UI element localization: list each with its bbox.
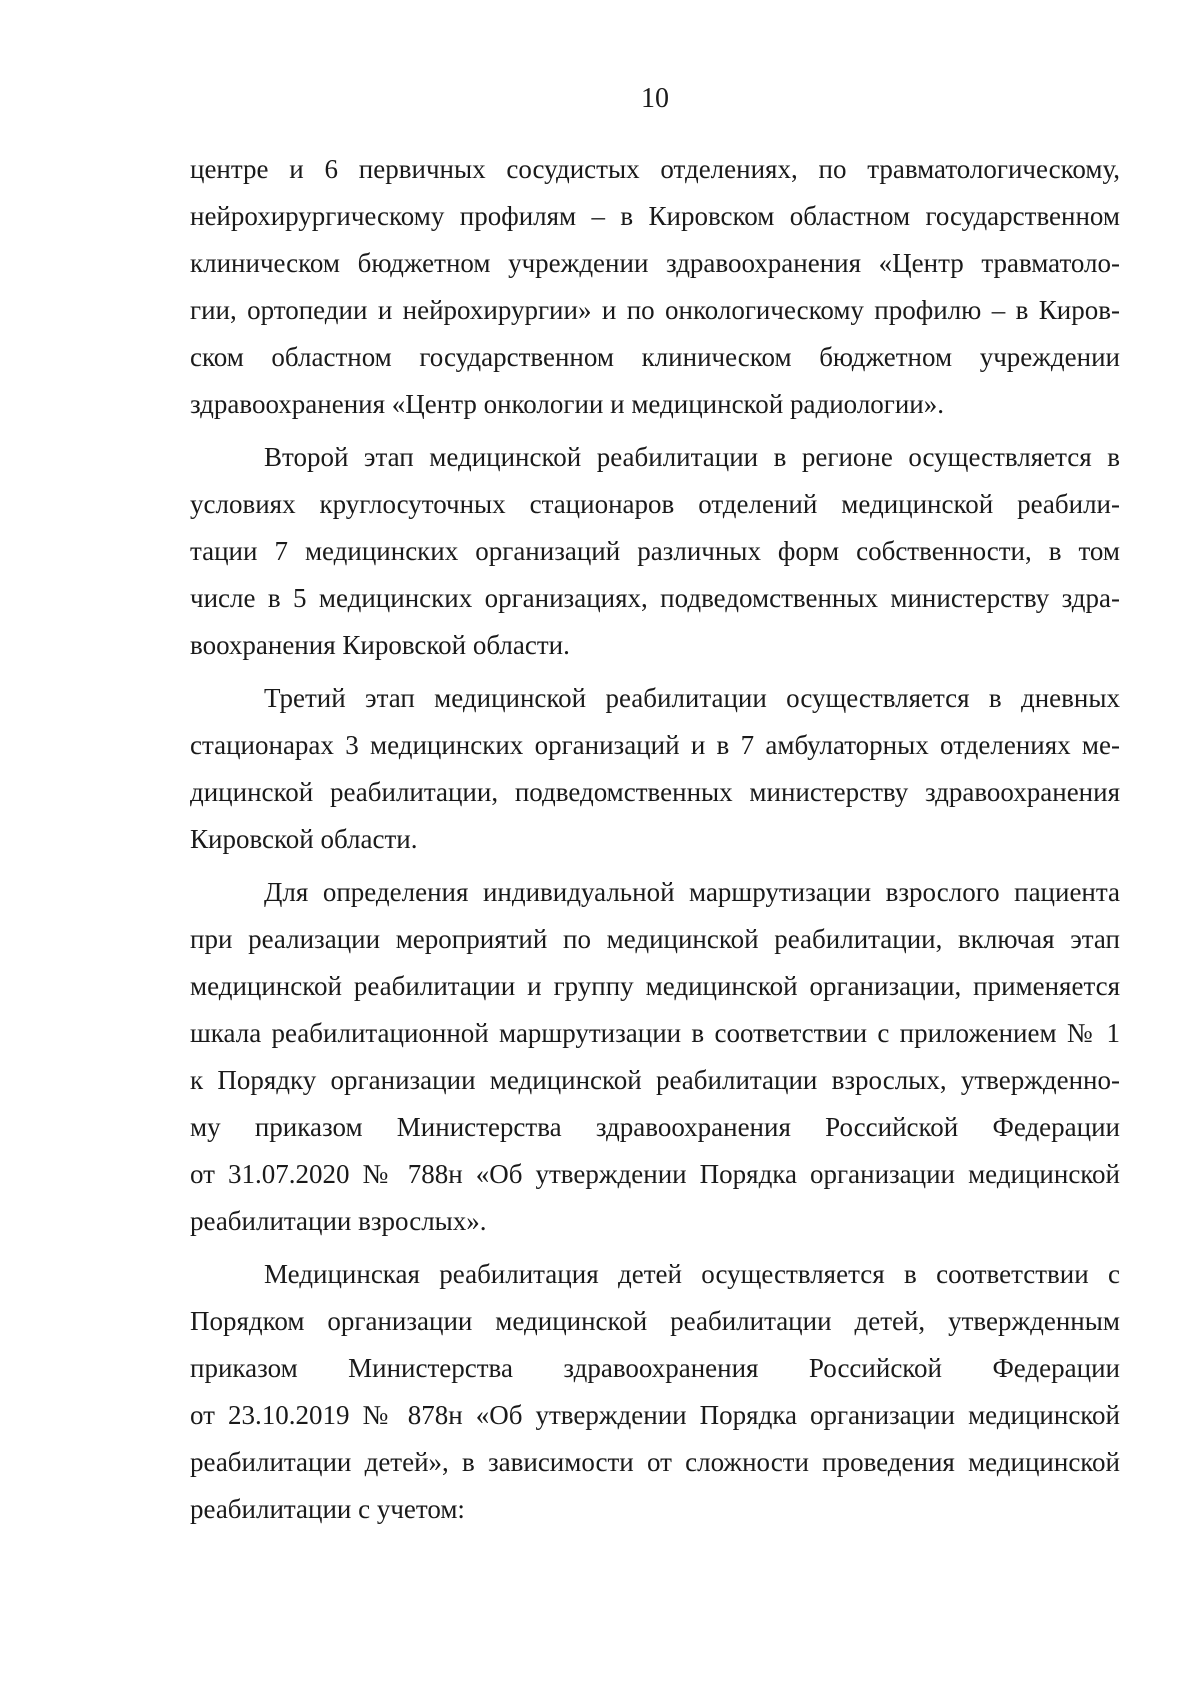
text-line: шкала реабилитационной маршрутизации в соответствии с приложением № 1 [190,1018,1120,1048]
text-line: центре и 6 первичных сосудистых отделениях, по травматологическому, [190,154,1120,184]
text-line: клиническом бюджетном учреждении здравоохранения «Центр травматоло- [190,248,1120,278]
paragraph-1 [190,146,1120,428]
paragraph-2 [190,434,1120,669]
text-line: дицинской реабилитации, подведомственных министерству здравоохранения [190,777,1120,807]
paragraph-5 [190,1251,1120,1533]
text-line: гии, ортопедии и нейрохирургии» и по онкологическому профилю – в Киров- [190,295,1120,325]
text-line: от 23.10.2019 № 878н «Об утверждении Порядка организации медицинской [190,1400,1120,1430]
text-line: ском областном государственном клиническом бюджетном учреждении [190,342,1120,372]
text-line: тации 7 медицинских организаций различных форм собственности, в том [190,536,1120,566]
text-line: медицинской реабилитации и группу медицинской организации, применяется [190,971,1120,1001]
text-line: Для определения индивидуальной маршрутизации взрослого пациента [264,877,1120,907]
text-line: Третий этап медицинской реабилитации осуществляется в дневных [264,683,1120,713]
text-line: Кировской области. [190,824,418,854]
text-line: условиях круглосуточных стационаров отделений медицинской реабили- [190,489,1120,519]
text-line: здравоохранения «Центр онкологии и медицинской радиологии». [190,389,945,419]
page-number: 10 [641,83,669,114]
text-line: реабилитации с учетом: [190,1494,465,1524]
document-body [190,146,1120,1533]
text-line: воохранения Кировской области. [190,630,570,660]
paragraph-4 [190,869,1120,1245]
text-line: при реализации мероприятий по медицинской реабилитации, включая этап [190,924,1120,954]
text-line: му приказом Министерства здравоохранения Российской Федерации [190,1112,1120,1142]
text-line: стационарах 3 медицинских организаций и в 7 амбулаторных отделениях ме- [190,730,1120,760]
text-line: реабилитации детей», в зависимости от сложности проведения медицинской [190,1447,1120,1477]
text-line: Медицинская реабилитация детей осуществляется в соответствии с [264,1259,1120,1289]
text-line: приказом Министерства здравоохранения Российской Федерации [190,1353,1120,1383]
text-line: Порядком организации медицинской реабилитации детей, утвержденным [190,1306,1120,1336]
text-line: реабилитации взрослых». [190,1206,487,1236]
text-line: от 31.07.2020 № 788н «Об утверждении Порядка организации медицинской [190,1159,1120,1189]
text-line: нейрохирургическому профилям – в Кировском областном государственном [190,201,1120,231]
text-line: числе в 5 медицинских организациях, подведомственных министерству здра- [190,583,1120,613]
paragraph-3 [190,675,1120,863]
text-line: к Порядку организации медицинской реабилитации взрослых, утвержденно- [190,1065,1120,1095]
text-line: Второй этап медицинской реабилитации в регионе осуществляется в [264,442,1120,472]
